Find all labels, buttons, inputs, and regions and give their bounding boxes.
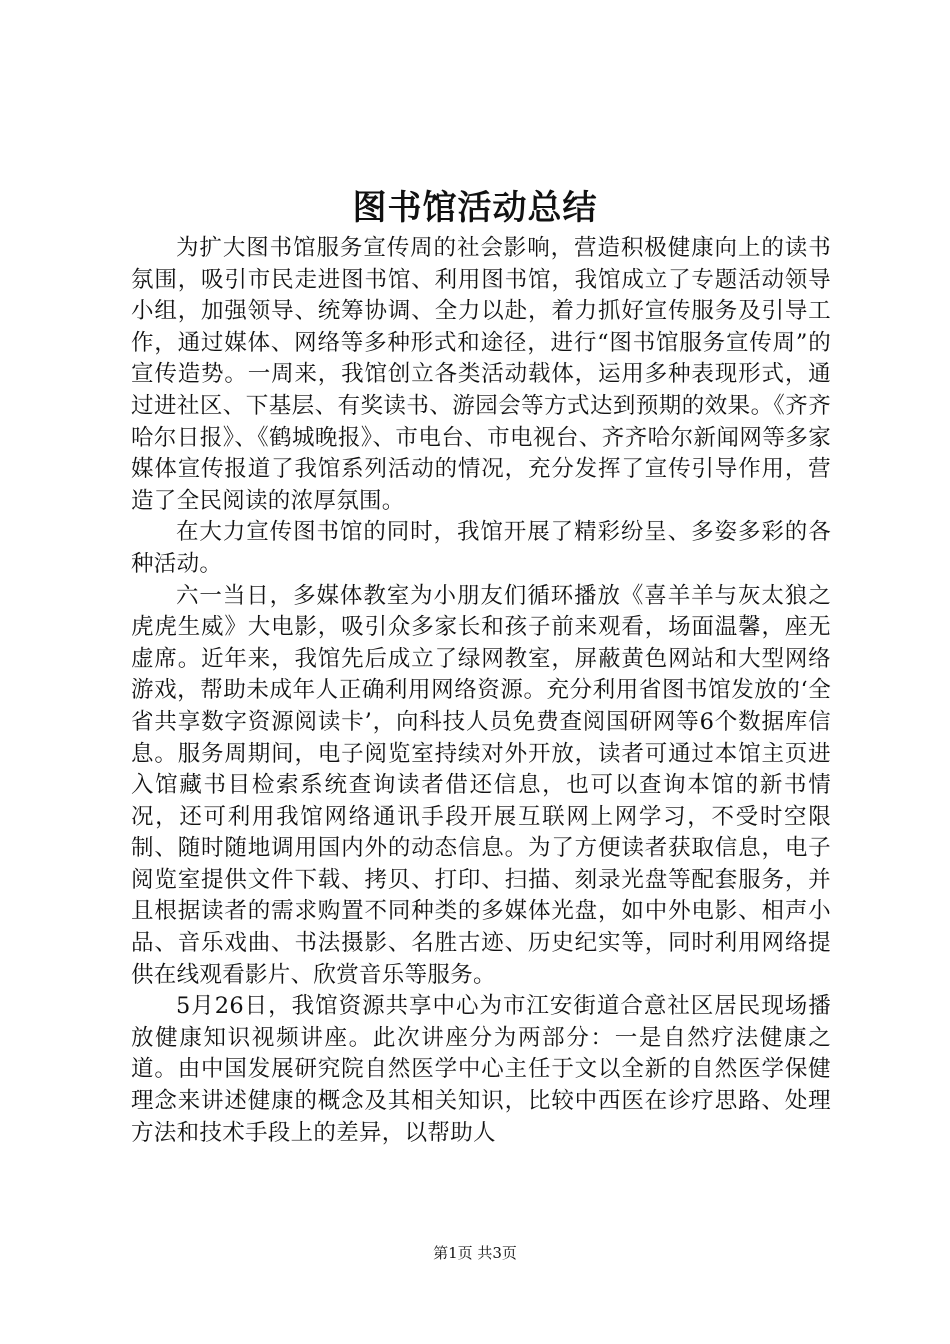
paragraph-4: 5月26日，我馆资源共享中心为市江安街道合意社区居民现场播放健康知识视频讲座。此次讲座分为两部分：一是自然疗法健康之道。由中国发展研究院自然医学中心主任于文以全新的自然医学保健理念来讲述健康的概念及其相关知识，比较中西医在诊疗思路、处理方法和技术手段上的差异，以帮助人 <box>131 993 831 1146</box>
paragraph-2: 在大力宣传图书馆的同时，我馆开展了精彩纷呈、多姿多彩的各种活动。 <box>131 519 831 577</box>
document-title: 图书馆活动总结 <box>352 188 598 228</box>
document-body <box>131 233 831 1149</box>
paragraph-3: 六一当日，多媒体教室为小朋友们循环播放《喜羊羊与灰太狼之虎虎生威》大电影，吸引众多家长和孩子前来观看，场面温馨，座无虚席。近年来，我馆先后成立了绿网教室，屏蔽黄色网站和大型网络游戏，帮助未成年人正确利用网络资源。充分利用省图书馆发放的‘全省共享数字资源阅读卡’，向科技人员免费查阅国研网等6个数据库信息。服务周期间，电子阅览室持续对外开放，读者可通过本馆主页进入馆藏书目检索系统查询读者借还信息，也可以查询本馆的新书情况，还可利用我馆网络通讯手段开展互联网上网学习，不受时空限制、随时随地调用国内外的动态信息。为了方便读者获取信息，电子阅览室提供文件下载、拷贝、打印、扫描、刻录光盘等配套服务，并且根据读者的需求购置不同种类的多媒体光盘，如中外电影、相声小品、音乐戏曲、书法摄影、名胜古迹、历史纪实等，同时利用网络提供在线观看影片、欣赏音乐等服务。 <box>131 582 831 988</box>
page-number-footer: 第1页 共3页 <box>433 1244 517 1262</box>
paragraph-1: 为扩大图书馆服务宣传周的社会影响，营造积极健康向上的读书氛围，吸引市民走进图书馆、利用图书馆，我馆成立了专题活动领导小组，加强领导、统筹协调、全力以赴，着力抓好宣传服务及引导工作，通过媒体、网络等多种形式和途径，进行“图书馆服务宣传周”的宣传造势。一周来，我馆创立各类活动载体，运用多种表现形式，通过进社区、下基层、有奖读书、游园会等方式达到预期的效果。《齐齐哈尔日报》、《鹤城晚报》、市电台、市电视台、齐齐哈尔新闻网等多家媒体宣传报道了我馆系列活动的情况，充分发挥了宣传引导作用，营造了全民阅读的浓厚氛围。 <box>131 235 831 514</box>
